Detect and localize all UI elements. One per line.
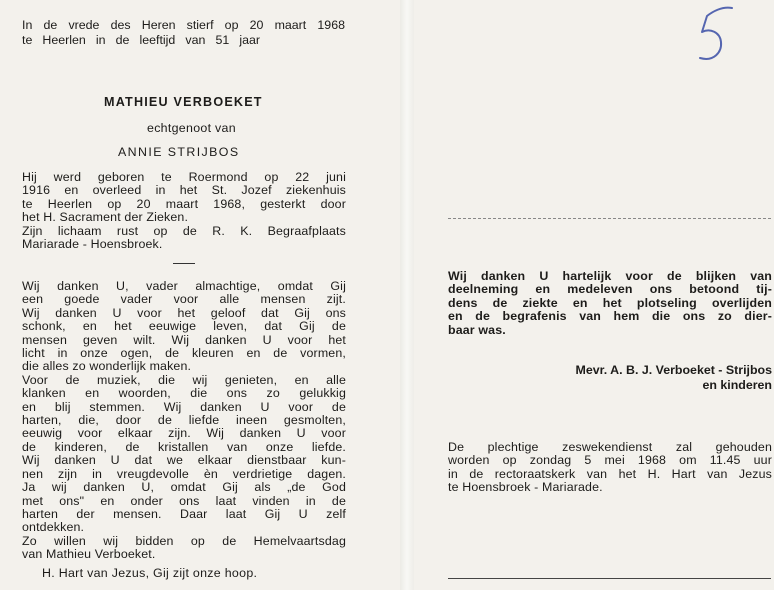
biography bbox=[22, 171, 346, 251]
prayer-line: van Mathieu Verboeket. bbox=[22, 547, 156, 562]
prayer-line: Zo willen wij bidden op de Hemelvaartsdag bbox=[22, 533, 346, 548]
handwritten-number-annotation bbox=[688, 2, 734, 66]
prayer-line: met ons" en onder ons laat vinden in de bbox=[22, 493, 346, 508]
spouse-name: ANNIE STRIJBOS bbox=[118, 145, 240, 159]
death-line-1: In de vrede des Heren stierf op 20 maart 1968 bbox=[22, 18, 345, 32]
family-signature bbox=[448, 363, 772, 393]
prayer-line: Wij danken U voor het geloof dat Gij ons bbox=[22, 305, 346, 320]
prayer-line: mensen geven wilt. Wij danken U voor het bbox=[22, 332, 346, 347]
prayer-line: en blij stemmen. Wij danken U voor de bbox=[22, 399, 346, 414]
death-notice bbox=[22, 18, 352, 48]
signature-line: en kinderen bbox=[702, 378, 772, 392]
thanks-line: baar was. bbox=[448, 322, 506, 337]
prayer-line: klanken en woorden, die ons zo gelukkig bbox=[22, 386, 346, 401]
top-rule bbox=[448, 218, 771, 219]
left-panel bbox=[22, 18, 352, 580]
prayer-line: die alles zo wonderlijk maken. bbox=[22, 359, 192, 374]
prayer-line: Voor de muziek, die wij genieten, en alle bbox=[22, 372, 346, 387]
prayer-line: ontdekken. bbox=[22, 520, 85, 535]
service-line: in de rectoraatskerk van het H. Hart van Jezus bbox=[448, 466, 772, 481]
thanks-line: dens de ziekte en het plotseling overlijden bbox=[448, 295, 772, 310]
prayer-line: harten, die, door de liefde ineen gesmolten, bbox=[22, 413, 346, 428]
spouse-relation: echtgenoot van bbox=[147, 121, 236, 135]
prayer-line: nen zijn in vreugdevolle èn verdrietige dagen. bbox=[22, 466, 346, 481]
prayer bbox=[22, 280, 346, 562]
prayer-line: licht in onze ogen, de kleuren en de vormen, bbox=[22, 346, 346, 361]
memorial-service-notice bbox=[448, 441, 772, 495]
bio-line: Mariarade - Hoensbroek. bbox=[22, 237, 163, 252]
bio-line: het H. Sacrament der Zieken. bbox=[22, 210, 189, 225]
service-line: De plechtige zeswekendienst zal gehouden bbox=[448, 440, 772, 454]
prayer-line: eeuwig voor elkaar zijn. Wij danken U voor bbox=[22, 426, 346, 441]
card-fold bbox=[400, 0, 414, 590]
bottom-rule bbox=[448, 578, 771, 579]
death-line-2: te Heerlen in de leeftijd van 51 jaar bbox=[22, 33, 260, 47]
prayer-line: Wij danken U dat we elkaar dienstbaar kun- bbox=[22, 453, 346, 468]
closing-invocation: H. Hart van Jezus, Gij zijt onze hoop. bbox=[42, 566, 258, 580]
thanks-line: Wij danken U hartelijk voor de blijken van bbox=[448, 269, 772, 283]
prayer-line: de kinderen, de kristallen van onze liefde. bbox=[22, 439, 346, 454]
service-line: te Hoensbroek - Mariarade. bbox=[448, 480, 603, 495]
deceased-name: MATHIEU VERBOEKET bbox=[104, 95, 263, 109]
bio-line: Zijn lichaam rust op de R. K. Begraafplaats bbox=[22, 223, 346, 238]
service-line: worden op zondag 5 mei 1968 om 11.45 uur bbox=[448, 453, 772, 468]
prayer-line: schonk, en het eeuwige leven, dat Gij de bbox=[22, 319, 346, 334]
bio-line: Hij werd geboren te Roermond op 22 juni bbox=[22, 170, 346, 184]
divider bbox=[173, 263, 195, 264]
thanks-line: deelneming en medeleven ons betoond tij- bbox=[448, 282, 772, 297]
prayer-line: Wij danken U, vader almachtige, omdat Gij bbox=[22, 279, 346, 293]
thank-you-note bbox=[448, 270, 772, 337]
bio-line: te Heerlen op 20 maart 1968, gesterkt door bbox=[22, 196, 346, 211]
prayer-line: harten der mensen. Daar laat Gij U zelf bbox=[22, 506, 346, 521]
thanks-line: en de begrafenis van hem die ons zo dier- bbox=[448, 309, 772, 324]
prayer-line: Ja wij danken U, omdat Gij als „de God bbox=[22, 480, 346, 495]
signature-line: Mevr. A. B. J. Verboeket - Strijbos bbox=[575, 363, 772, 377]
prayer-line: een goede vader voor alle mensen zijt. bbox=[22, 292, 346, 307]
bio-line: 1916 en overleed in het St. Jozef ziekenhuis bbox=[22, 183, 346, 198]
